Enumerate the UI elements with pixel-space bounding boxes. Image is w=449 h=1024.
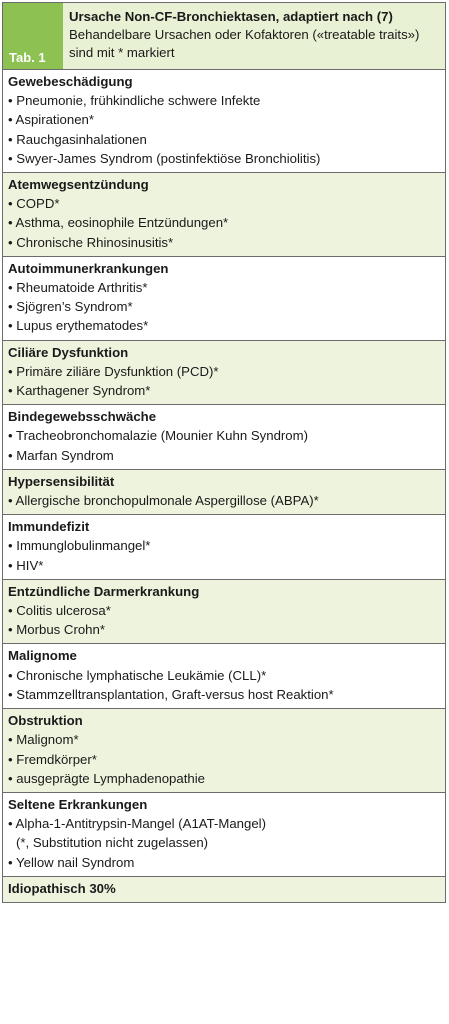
list-item: • Primäre ziliäre Dysfunktion (PCD)* [8,363,219,379]
list-item: • Rheumatoide Arthritis* [8,280,148,296]
list-item: • Aspirationen* [8,112,94,128]
list-item: • Colitis ulcerosa* [8,603,111,619]
category-section [3,405,445,470]
category-title: Ciliäre Dysfunktion [8,344,129,360]
category-section [3,173,445,257]
list-item: • COPD* [8,196,60,212]
sections-container [3,70,445,902]
list-item: • Alpha-1-Antitrypsin-Mangel (A1AT-Mangel) [8,816,266,832]
category-section [3,70,445,173]
list-item: • Swyer-James Syndrom (postinfektiöse Bronchiolitis) [8,150,321,166]
category-section [3,257,445,341]
list-item: • Karthagener Syndrom* [8,383,151,399]
category-section [3,644,445,709]
list-item: • Stammzelltransplantation, Graft-versus host Reaktion* [8,686,334,702]
table-number-badge: Tab. 1 [3,3,63,69]
table-subtitle: Behandelbare Ursachen oder Kofaktoren («treatable traits») sind mit * markiert [69,27,420,60]
table-caption [63,3,445,69]
category-section [3,515,445,580]
list-item: (*, Substitution nicht zugelassen) [16,835,209,851]
list-item: • Tracheobronchomalazie (Mounier Kuhn Syndrom) [8,428,309,444]
category-title: Obstruktion [8,713,83,729]
category-title: Gewebeschädigung [8,74,133,89]
list-item: • Pneumonie, frühkindliche schwere Infekte [8,93,261,109]
list-item: • Sjögren’s Syndrom* [8,299,133,315]
causes-table [2,2,446,903]
category-title: Autoimmunerkrankungen [8,260,169,276]
list-item: • Immunglobulinmangel* [8,538,151,554]
category-section [3,877,445,902]
list-item: • Chronische lymphatische Leukämie (CLL)* [8,667,267,683]
list-item: • Marfan Syndrom [8,447,114,463]
category-section [3,341,445,406]
table-header [3,3,445,70]
table-title: Ursache Non-CF-Bronchiektasen, adaptiert nach (7) [69,9,393,24]
list-item: • Asthma, eosinophile Entzündungen* [8,215,229,231]
list-item: • Morbus Crohn* [8,622,105,638]
category-section [3,793,445,877]
category-title: Entzündliche Darmerkrankung [8,583,200,599]
list-item: • Chronische Rhinosinusitis* [8,234,174,250]
category-title: Bindegewebsschwäche [8,409,157,425]
category-title: Immundefizit [8,519,90,535]
category-section [3,470,445,515]
list-item: • Fremdkörper* [8,751,97,767]
category-section [3,709,445,793]
list-item: • Yellow nail Syndrom [8,854,135,870]
list-item: • Lupus erythematodes* [8,318,149,334]
category-title: Hypersensibilität [8,473,115,489]
list-item: • Allergische bronchopulmonale Aspergillose (ABPA)* [8,493,319,509]
list-item: • HIV* [8,557,44,573]
category-title: Seltene Erkrankungen [8,796,148,812]
category-title: Idiopathisch 30% [8,880,116,896]
list-item: • ausgeprägte Lymphadenopathie [8,770,205,786]
category-section [3,580,445,645]
category-title: Atemwegsentzündung [8,177,149,193]
list-item: • Rauchgasinhalationen [8,131,147,147]
category-title: Malignome [8,648,77,664]
list-item: • Malignom* [8,732,79,748]
